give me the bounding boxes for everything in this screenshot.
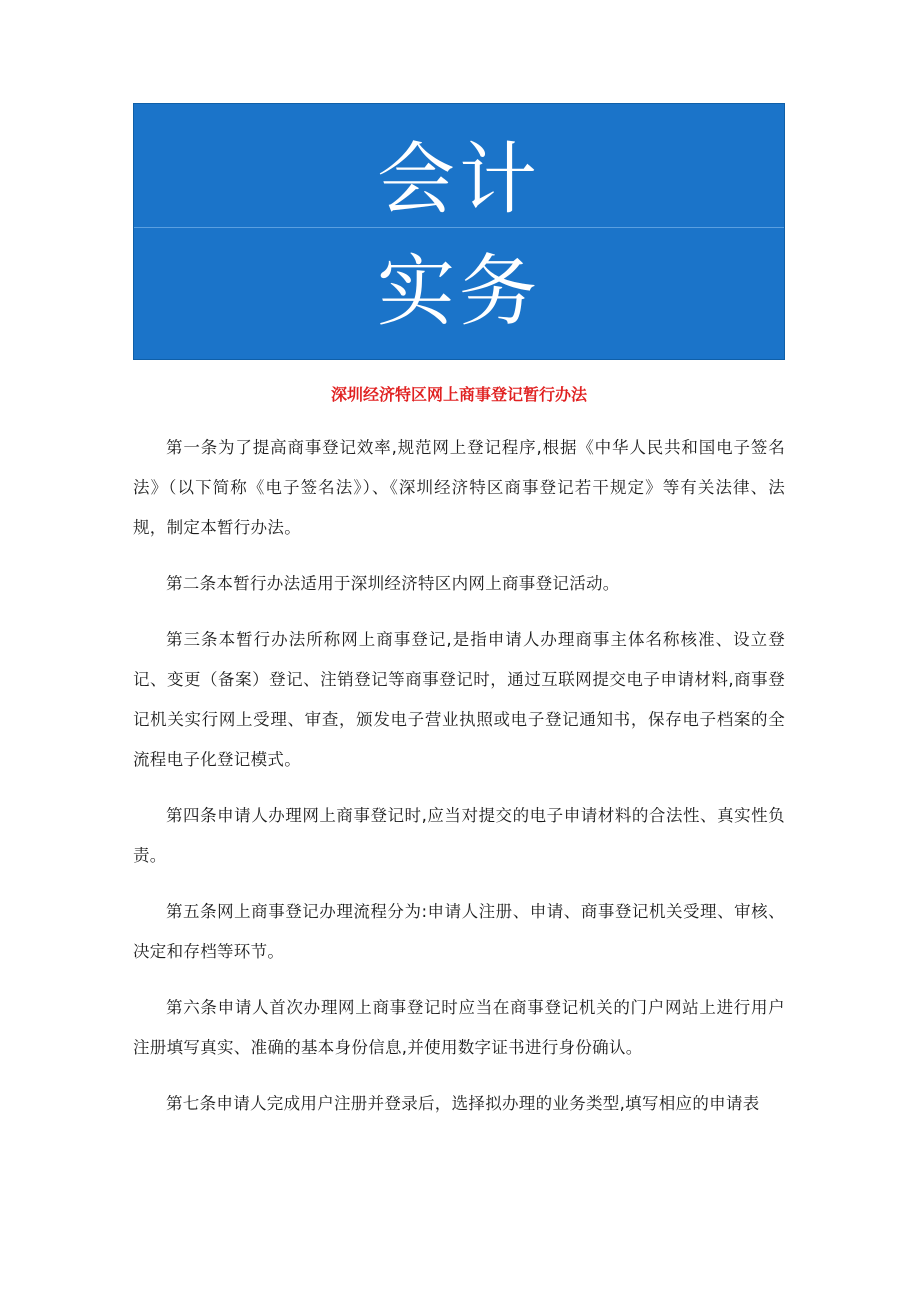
banner-title-line-1: 会计 — [376, 135, 541, 225]
document-title: 深圳经济特区网上商事登记暂行办法 — [330, 385, 587, 404]
article-5: 第五条网上商事登记办理流程分为:申请人注册、申请、商事登记机关受理、审核、决定和存档等环节。 — [133, 902, 785, 961]
article-6: 第六条申请人首次办理网上商事登记时应当在商事登记机关的门户网站上进行用户注册填写真实、准确的基本身份信息,并使用数字证书进行身份确认。 — [133, 998, 785, 1057]
article-2: 第二条本暂行办法适用于深圳经济特区内网上商事登记活动。 — [166, 574, 620, 593]
article-3: 第三条本暂行办法所称网上商事登记,是指申请人办理商事主体名称核准、设立登记、变更（备案）登记、注销登记等商事登记时，通过互联网提交电子申请材料,商事登记机关实行网上受理、审查，颁发电子营业执照或电子登记通知书，保存电子档案的全流程电子化登记模式。 — [133, 630, 785, 769]
banner-divider — [134, 227, 784, 228]
article-1: 第一条为了提高商事登记效率,规范网上登记程序,根据《中华人民共和国电子签名法》（以下简称《电子签名法》）、《深圳经济特区商事登记若干规定》等有关法律、法规，制定本暂行办法。 — [133, 438, 785, 537]
article-7: 第七条申请人完成用户注册并登录后，选择拟办理的业务类型,填写相应的申请表 — [166, 1094, 760, 1113]
banner-title-line-2: 实务 — [376, 247, 541, 337]
cover-banner — [133, 103, 785, 360]
article-4: 第四条申请人办理网上商事登记时,应当对提交的电子申请材料的合法性、真实性负责。 — [133, 806, 785, 865]
document-body — [133, 428, 785, 1140]
